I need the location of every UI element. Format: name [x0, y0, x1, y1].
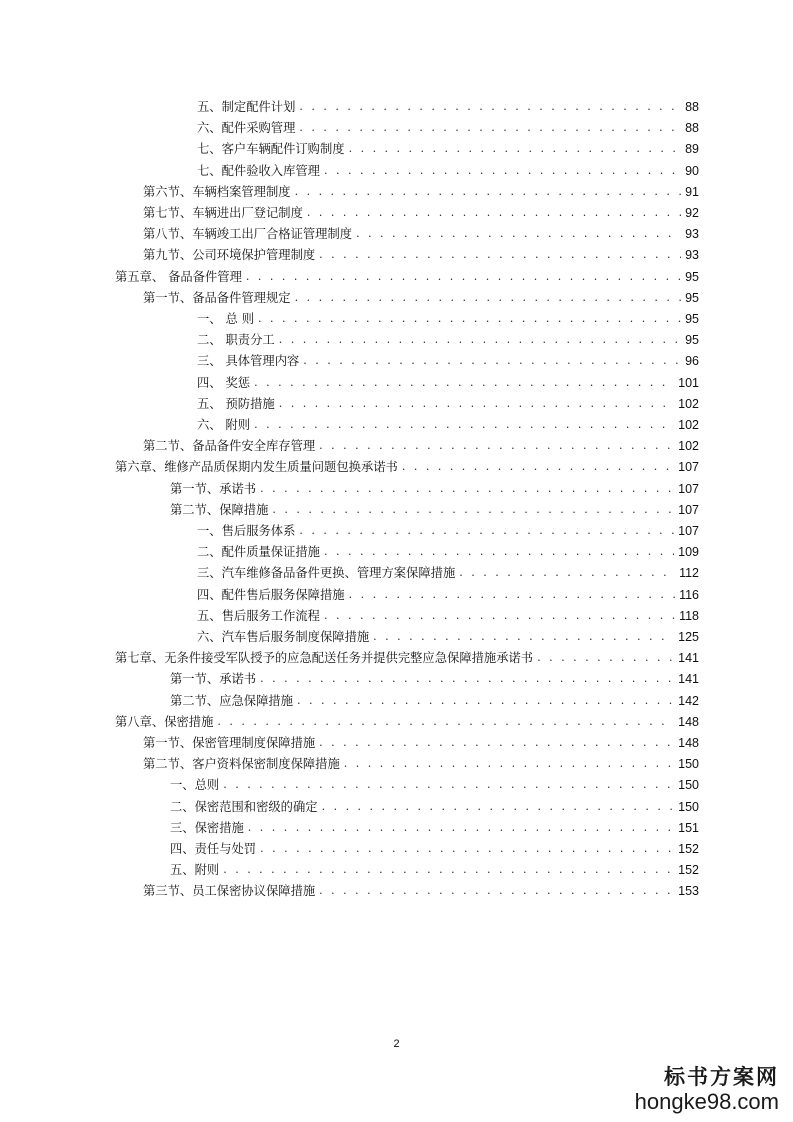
toc-entry[interactable] [170, 794, 699, 815]
toc-entry-page: 116 [679, 587, 699, 602]
toc-entry[interactable] [170, 666, 699, 687]
toc-entry-page: 95 [685, 312, 699, 326]
toc-dot-leader [260, 671, 674, 687]
toc-entry[interactable] [197, 582, 699, 603]
toc-entry-page: 102 [678, 439, 699, 454]
toc-entry-page: 109 [678, 545, 699, 560]
toc-entry[interactable] [197, 94, 699, 115]
toc-entry[interactable] [115, 264, 699, 285]
toc-dot-leader [402, 459, 674, 475]
toc-entry[interactable] [143, 242, 699, 263]
toc-entry[interactable] [143, 179, 699, 200]
toc-entry-title: 一、 总 则 [197, 312, 255, 326]
toc-entry-title: 六、汽车售后服务制度保障措施 [197, 630, 370, 644]
toc-entry[interactable] [197, 306, 699, 327]
toc-entry-title: 第一节、保密管理制度保障措施 [143, 736, 316, 750]
toc-entry[interactable] [143, 285, 699, 306]
toc-entry-page: 112 [679, 566, 699, 581]
toc-entry-page: 93 [685, 227, 699, 242]
toc-dot-leader [356, 226, 681, 242]
toc-entry[interactable] [143, 200, 699, 221]
toc-entry-title: 第二节、备品备件安全库存管理 [143, 439, 316, 454]
toc-entry-page: 150 [678, 778, 699, 793]
toc-dot-leader [324, 544, 674, 560]
toc-entry-page: 141 [678, 651, 699, 666]
toc-entry-title: 二、配件质量保证措施 [197, 545, 320, 560]
toc-entry[interactable] [143, 221, 699, 242]
toc-entry[interactable] [197, 560, 699, 581]
toc-entry-page: 95 [685, 290, 699, 305]
toc-dot-leader [217, 714, 674, 730]
toc-dot-leader [299, 120, 681, 136]
toc-entry-title: 第七节、车辆进出厂登记制度 [143, 206, 303, 220]
toc-dot-leader [272, 502, 674, 518]
toc-entry-page: 89 [685, 142, 699, 157]
toc-entry-page: 148 [678, 714, 699, 729]
toc-entry-page: 90 [685, 163, 699, 178]
toc-entry[interactable] [143, 433, 699, 454]
toc-entry-page: 96 [685, 354, 699, 369]
toc-dot-leader [258, 311, 681, 327]
toc-entry-title: 第二节、客户资料保密制度保障措施 [143, 757, 340, 772]
toc-entry-page: 153 [678, 884, 699, 899]
toc-dot-leader [344, 756, 674, 772]
toc-entry-page: 125 [678, 630, 699, 644]
toc-entry-title: 五、制定配件计划 [197, 100, 296, 114]
toc-entry[interactable] [197, 115, 699, 136]
toc-dot-leader [537, 650, 674, 666]
toc-entry-title: 六、 附则 [197, 418, 251, 432]
toc-entry-page: 141 [678, 672, 699, 687]
toc-entry[interactable] [197, 518, 699, 539]
toc-entry[interactable] [143, 730, 699, 751]
toc-dot-leader [349, 587, 675, 603]
toc-entry[interactable] [197, 391, 699, 412]
toc-dot-leader [299, 99, 681, 115]
toc-entry[interactable] [197, 624, 699, 645]
toc-entry[interactable] [197, 603, 699, 624]
toc-entry[interactable] [143, 878, 699, 899]
toc-entry-title: 第三节、员工保密协议保障措施 [143, 884, 316, 899]
toc-dot-leader [459, 565, 675, 581]
toc-entry-title: 四、 奖惩 [197, 375, 251, 390]
toc-entry-title: 七、配件验收入库管理 [197, 163, 320, 178]
toc-dot-leader [246, 269, 681, 285]
toc-dot-leader [254, 375, 674, 391]
toc-entry-page: 95 [685, 269, 699, 284]
toc-entry-title: 第八节、车辆竣工出厂合格证管理制度 [143, 227, 353, 242]
toc-entry-page: 150 [678, 799, 699, 814]
toc-dot-leader [373, 629, 674, 645]
toc-entry[interactable] [197, 412, 699, 433]
toc-dot-leader [349, 141, 682, 157]
toc-entry[interactable] [197, 158, 699, 179]
toc-entry-page: 142 [678, 693, 699, 708]
toc-dot-leader [260, 841, 674, 857]
toc-entry-page: 152 [678, 842, 699, 856]
toc-dot-leader [279, 332, 681, 348]
toc-entry-title: 第六章、维修产品质保期内发生质量问题包换承诺书 [115, 460, 398, 475]
toc-entry-page: 151 [678, 820, 699, 835]
toc-dot-leader [299, 523, 674, 539]
toc-entry-title: 第一节、承诺书 [170, 672, 257, 687]
toc-dot-leader [324, 163, 681, 179]
toc-entry[interactable] [170, 476, 699, 497]
toc-entry-page: 118 [679, 608, 699, 623]
toc-entry-title: 第八章、保密措施 [115, 714, 214, 729]
toc-dot-leader [319, 247, 681, 263]
toc-dot-leader [297, 693, 674, 709]
toc-dot-leader [254, 417, 674, 433]
watermark-url: hongke98.com [634, 1089, 779, 1114]
toc-entry-page: 152 [678, 863, 699, 878]
toc-entry[interactable] [170, 688, 699, 709]
toc-dot-leader [319, 438, 674, 454]
toc-entry-title: 第五章、 备品备件管理 [115, 269, 242, 284]
toc-entry-title: 七、客户车辆配件订购制度 [197, 142, 345, 157]
toc-dot-leader [248, 820, 674, 836]
toc-entry-title: 三、保密措施 [170, 820, 244, 835]
toc-entry[interactable] [197, 136, 699, 157]
toc-entry-title: 二、保密范围和密级的确定 [170, 799, 318, 814]
toc-entry-title: 一、售后服务体系 [197, 524, 296, 538]
toc-entry[interactable] [170, 815, 699, 836]
toc-dot-leader [319, 883, 674, 899]
toc-entry[interactable] [197, 348, 699, 369]
toc-entry[interactable] [170, 497, 699, 518]
toc-entry-page: 107 [678, 502, 699, 517]
toc-entry-page: 92 [685, 206, 699, 220]
toc-entry-title: 第七章、无条件接受军队授予的应急配送任务并提供完整应急保障措施承诺书 [115, 651, 534, 666]
toc-entry-page: 102 [678, 396, 699, 411]
toc-dot-leader [322, 799, 675, 815]
toc-dot-leader [223, 862, 674, 878]
toc-dot-leader [324, 608, 675, 624]
toc-entry-title: 第一节、备品备件管理规定 [143, 290, 291, 305]
toc-entry-title: 第九节、公司环境保护管理制度 [143, 248, 316, 263]
toc-entry-page: 107 [678, 481, 699, 496]
toc-entry[interactable] [197, 539, 699, 560]
watermark-site-name: 标书方案网 [664, 1064, 779, 1089]
toc-entry-title: 第一节、承诺书 [170, 481, 257, 496]
toc-entry-title: 六、配件采购管理 [197, 121, 296, 136]
toc-entry-page: 148 [678, 736, 699, 750]
toc-entry-page: 95 [685, 333, 699, 348]
toc-entry[interactable] [197, 370, 699, 391]
toc-entry-title: 三、汽车维修备品备件更换、管理方案保障措施 [197, 566, 456, 581]
toc-entry-title: 五、售后服务工作流程 [197, 608, 320, 623]
toc-entry-title: 第六节、车辆档案管理制度 [143, 184, 291, 199]
toc-entry[interactable] [115, 709, 699, 730]
toc-entry[interactable] [170, 857, 699, 878]
toc-entry[interactable] [197, 327, 699, 348]
toc-entry-title: 五、 预防措施 [197, 396, 275, 411]
toc-entry[interactable] [115, 454, 699, 475]
toc-entry[interactable] [143, 751, 699, 772]
toc-entry-page: 107 [678, 460, 699, 475]
watermark-logo [635, 1064, 779, 1114]
toc-entry-title: 第二节、应急保障措施 [170, 693, 293, 708]
toc-dot-leader [279, 396, 674, 412]
toc-entry[interactable] [115, 645, 699, 666]
toc-dot-leader [307, 205, 681, 221]
toc-dot-leader [295, 290, 682, 306]
toc-entry-page: 150 [678, 757, 699, 772]
toc-entry-title: 四、责任与处罚 [170, 842, 257, 856]
toc-entry-page: 88 [685, 100, 699, 114]
toc-entry-title: 一、总则 [170, 778, 220, 793]
toc-entry-title: 第二节、保障措施 [170, 502, 269, 517]
toc-entry-page: 107 [678, 524, 699, 538]
toc-dot-leader [260, 481, 674, 497]
toc-entry-title: 二、 职责分工 [197, 333, 275, 348]
toc-entry[interactable] [170, 772, 699, 793]
toc-dot-leader [319, 735, 674, 751]
toc-dot-leader [303, 353, 681, 369]
toc-entry-page: 101 [678, 375, 699, 390]
toc-entry-title: 三、 具体管理内容 [197, 354, 300, 369]
toc-entry-title: 五、附则 [170, 863, 220, 878]
toc-entry-page: 102 [678, 418, 699, 432]
toc-entry-page: 88 [685, 121, 699, 136]
page-number: 2 [393, 1038, 400, 1050]
toc-entry-title: 四、配件售后服务保障措施 [197, 587, 345, 602]
toc-dot-leader [295, 184, 682, 200]
toc-entry-page: 91 [685, 184, 699, 199]
toc-entry[interactable] [170, 836, 699, 857]
toc-dot-leader [223, 777, 674, 793]
toc-entry-page: 93 [685, 248, 699, 263]
